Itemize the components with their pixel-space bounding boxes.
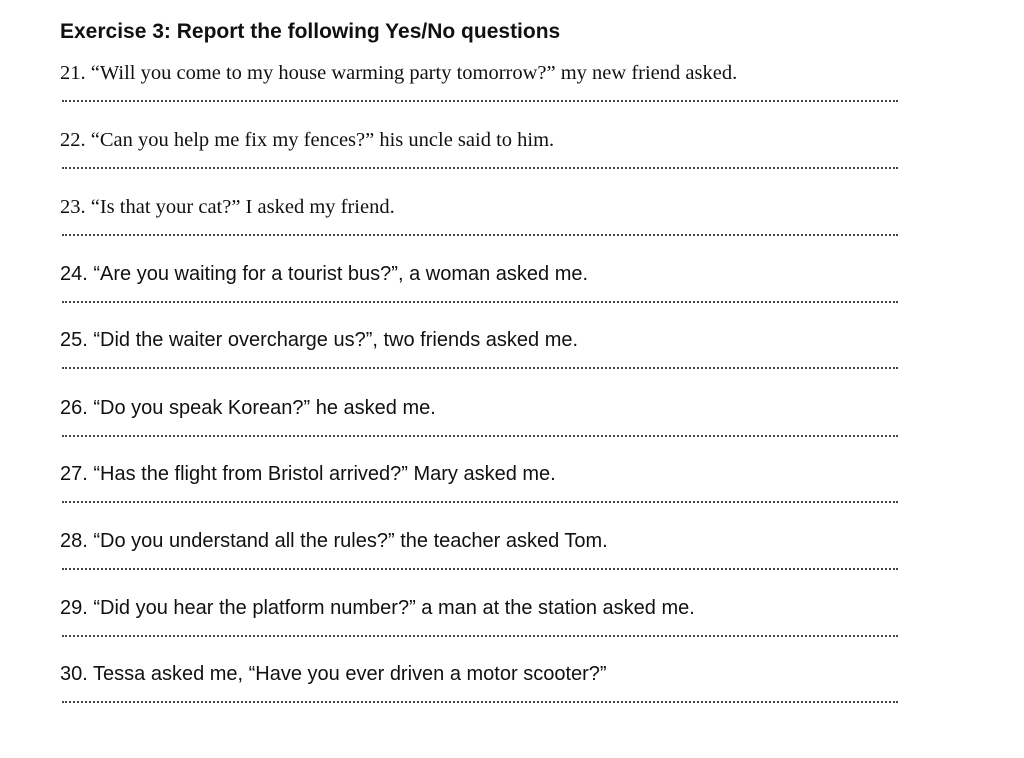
question-sentence: “Is that your cat?” I asked my friend. (90, 196, 395, 218)
answer-line[interactable] (62, 701, 898, 703)
question-text (60, 528, 608, 554)
question-text (60, 661, 607, 687)
exercise-title: Exercise 3: Report the following Yes/No questions (60, 20, 561, 43)
question-sentence: “Did you hear the platform number?” a man at the station asked me. (93, 597, 695, 619)
question-text (60, 461, 556, 487)
exercise-item-27 (60, 461, 900, 521)
answer-line[interactable] (62, 501, 898, 503)
question-sentence: “Will you come to my house warming party tomorrow?” my new friend asked. (90, 62, 738, 84)
question-sentence: “Did the waiter overcharge us?”, two friends asked me. (93, 329, 579, 351)
question-sentence: “Are you waiting for a tourist bus?”, a woman asked me. (93, 263, 589, 285)
question-number: 22. (60, 129, 86, 151)
question-sentence: “Has the flight from Bristol arrived?” Mary asked me. (93, 463, 556, 485)
question-text (60, 127, 554, 153)
answer-line[interactable] (62, 635, 898, 637)
question-number: 25. (60, 329, 88, 351)
answer-line[interactable] (62, 435, 898, 437)
exercise-item-26 (60, 395, 900, 455)
question-number: 27. (60, 463, 88, 485)
answer-line[interactable] (62, 301, 898, 303)
question-number: 21. (60, 62, 86, 84)
question-text (60, 194, 395, 220)
question-number: 30. (60, 663, 88, 685)
answer-line[interactable] (62, 234, 898, 236)
question-number: 26. (60, 397, 88, 419)
question-text (60, 595, 695, 621)
exercise-item-22 (60, 127, 900, 187)
question-number: 28. (60, 530, 88, 552)
question-text (60, 395, 436, 421)
question-sentence: Tessa asked me, “Have you ever driven a motor scooter?” (93, 663, 607, 685)
exercise-item-29 (60, 595, 900, 655)
question-number: 23. (60, 196, 86, 218)
question-number: 24. (60, 263, 88, 285)
exercise-item-24 (60, 261, 900, 321)
exercise-item-21 (60, 60, 900, 120)
answer-line[interactable] (62, 167, 898, 169)
answer-line[interactable] (62, 568, 898, 570)
question-sentence: “Do you understand all the rules?” the teacher asked Tom. (93, 530, 608, 552)
exercise-item-25 (60, 327, 900, 387)
question-text (60, 60, 737, 86)
question-number: 29. (60, 597, 88, 619)
exercise-item-28 (60, 528, 900, 588)
exercise-item-30 (60, 661, 900, 721)
question-sentence: “Can you help me fix my fences?” his uncle said to him. (90, 129, 555, 151)
question-sentence: “Do you speak Korean?” he asked me. (93, 397, 436, 419)
question-text (60, 261, 588, 287)
answer-line[interactable] (62, 100, 898, 102)
question-text (60, 327, 578, 353)
answer-line[interactable] (62, 367, 898, 369)
exercise-item-23 (60, 194, 900, 254)
